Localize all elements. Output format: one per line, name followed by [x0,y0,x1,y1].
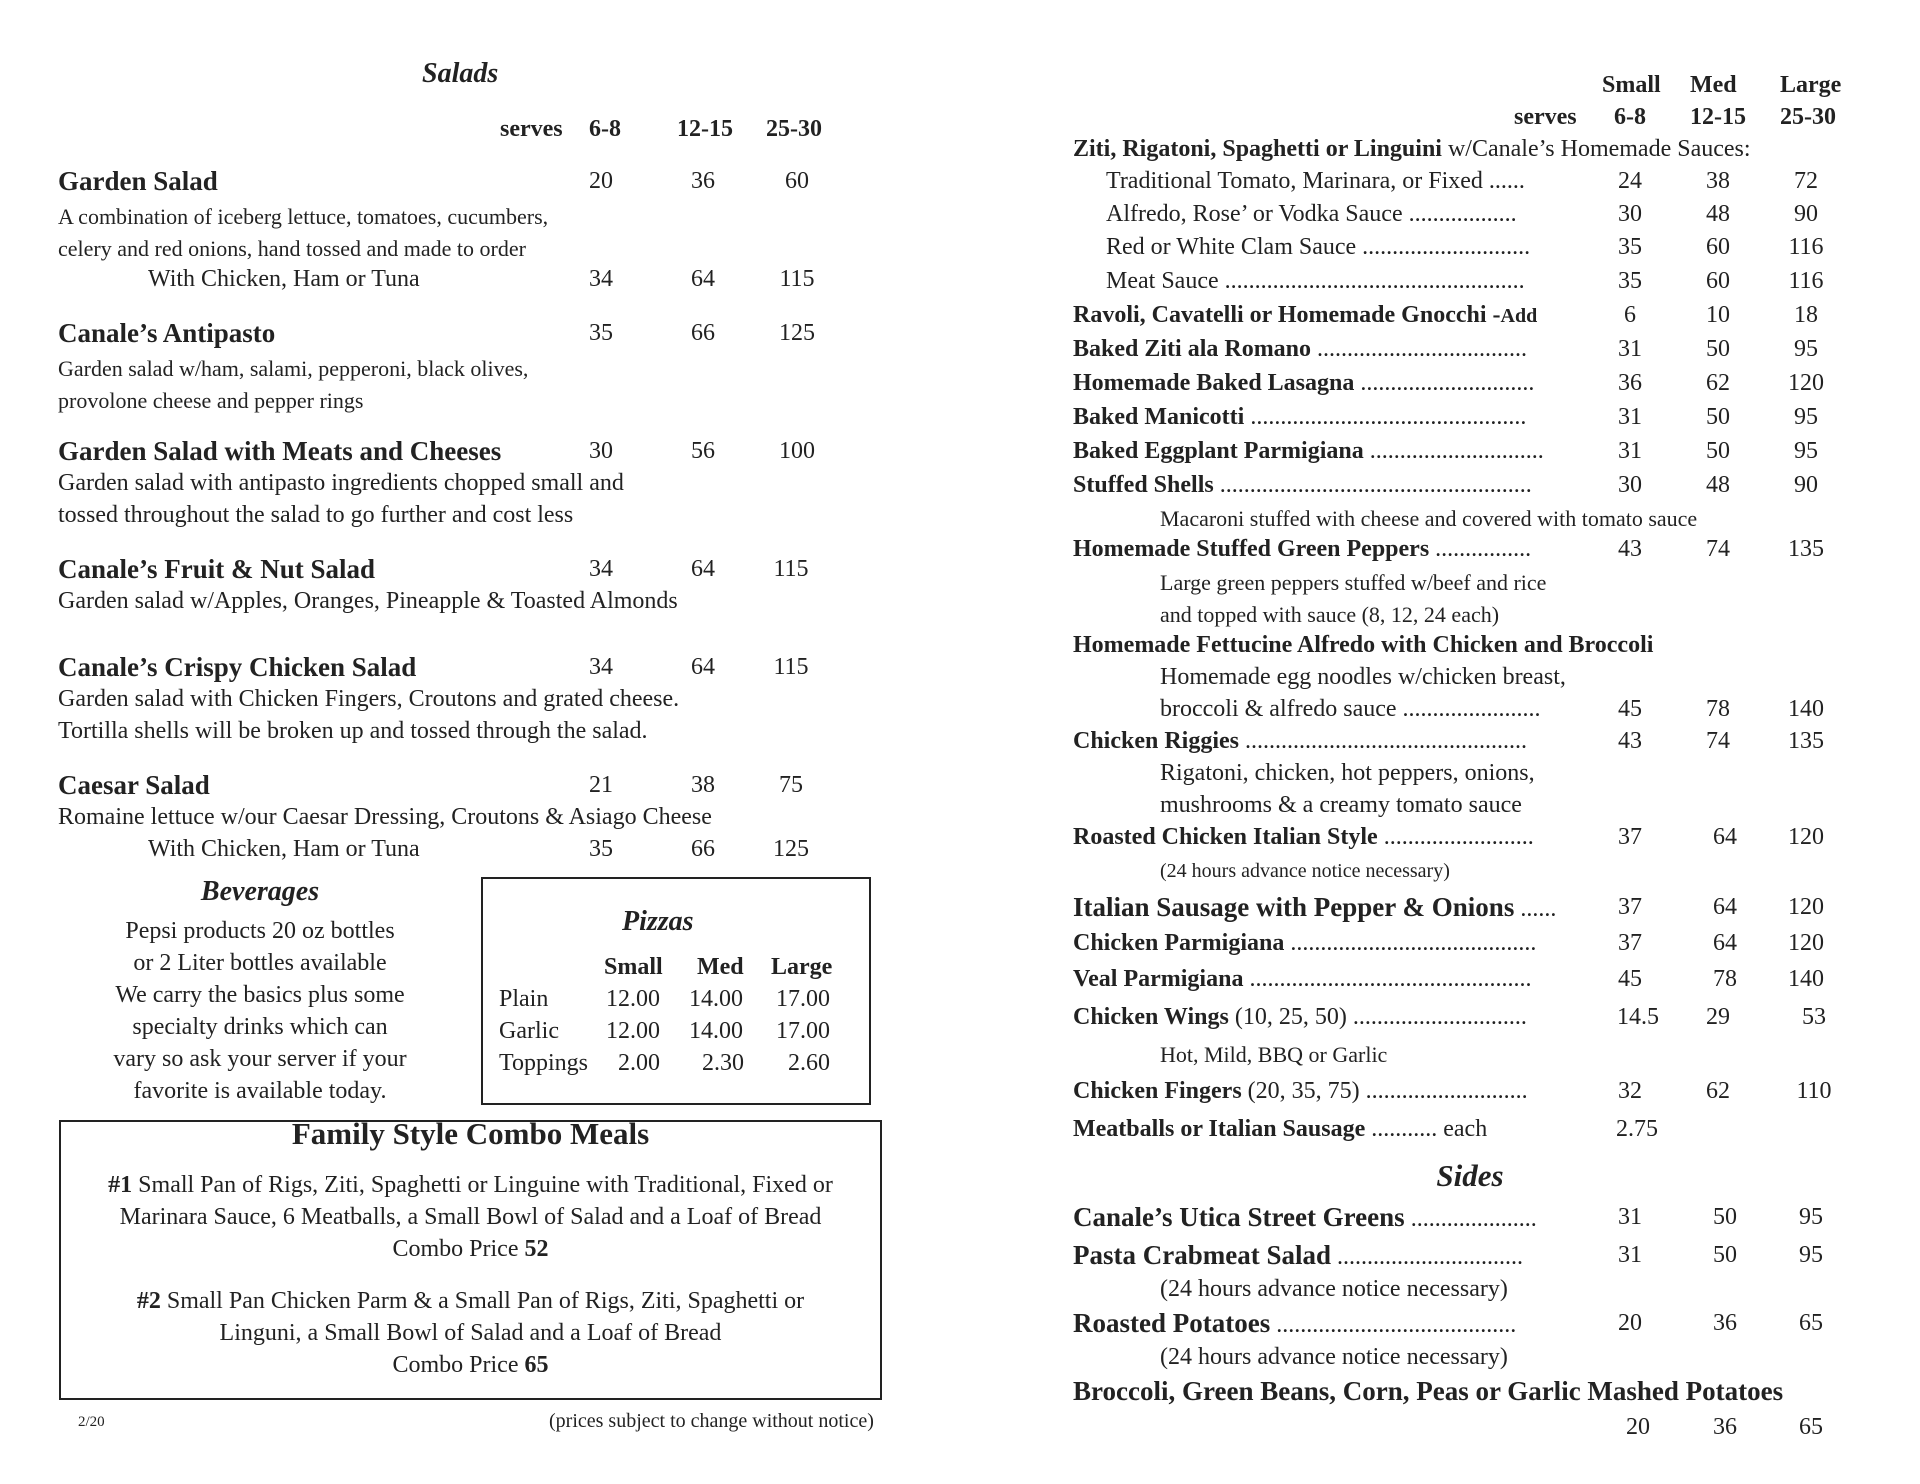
footer-note: (prices subject to change without notice) [549,1410,874,1432]
price-small: 35 [1618,268,1642,294]
price-med: 50 [1706,404,1730,430]
price-med: 50 [1706,336,1730,362]
price-large: 116 [1788,268,1824,294]
price-large: 140 [1788,696,1824,722]
entree-line: Chicken Parmigiana ......................................... [1073,930,1537,956]
price-small: 21 [589,772,613,798]
entree-line: Veal Parmigiana ............................................... [1073,966,1532,992]
price-small: 34 [589,556,613,582]
price-med: 62 [1706,370,1730,396]
price-small: 34 [589,266,613,292]
price-large: 90 [1794,201,1818,227]
footer-date: 2/20 [78,1414,105,1430]
price-small: 31 [1618,438,1642,464]
price-med: 62 [1706,1078,1730,1104]
pizza-col-med: Med [697,954,744,980]
price-small: 45 [1618,966,1642,992]
price-med: 64 [691,266,715,292]
advance-note: (24 hours advance notice necessary) [1160,860,1450,882]
price-small: 36 [1618,370,1642,396]
combo-2-line: Linguni, a Small Bowl of Salad and a Loaf of Bread [219,1320,722,1346]
salad-desc: Garden salad w/Apples, Oranges, Pineapple & Toasted Almonds [58,588,678,614]
salad-desc: A combination of iceberg lettuce, tomatoes, cucumbers, [58,204,549,229]
price-med: 50 [1706,438,1730,464]
price-small: 37 [1618,930,1642,956]
pizza-price: 12.00 [606,1018,660,1044]
price-small: 35 [589,836,613,862]
entree-desc: Rigatoni, chicken, hot peppers, onions, [1160,760,1535,786]
pizza-price: 17.00 [776,986,830,1012]
beverages-line: or 2 Liter bottles available [133,950,387,976]
salad-desc: tossed throughout the salad to go further and cost less [58,502,574,528]
entree-line: Stuffed Shells .................................................... [1073,472,1532,498]
pizza-price: 2.60 [788,1050,830,1076]
pizza-price: 2.00 [618,1050,660,1076]
price-med: 10 [1706,302,1730,328]
pizza-price: 12.00 [606,986,660,1012]
sides-title: Sides [1436,1158,1504,1193]
size-large: Large [1780,72,1842,98]
sauce-label: Meat Sauce .................................................. [1106,268,1525,294]
combo-2-price: Combo Price 65 [392,1352,549,1378]
price-med: 74 [1706,728,1730,754]
price-large: 18 [1794,302,1818,328]
salad-name: Canale’s Antipasto [58,318,276,348]
price-med: 78 [1706,696,1730,722]
price-large: 125 [773,836,809,862]
price-small: 35 [589,320,613,346]
entree-line: Homemade Stuffed Green Peppers ................ [1073,536,1532,562]
price-large: 100 [779,438,815,464]
price-med: 64 [1713,824,1737,850]
salad-desc: Garden salad w/ham, salami, pepperoni, black olives, [58,356,529,381]
entree-desc: mushrooms & a creamy tomato sauce [1160,792,1522,818]
pizza-row-label: Plain [499,986,549,1012]
price-each: 2.75 [1616,1116,1658,1142]
entree-line: Chicken Wings (10, 25, 50) ............................. [1073,1004,1527,1030]
price-small: 43 [1618,728,1642,754]
price-small: 20 [589,168,613,194]
entree-line: Italian Sausage with Pepper & Onions ...... [1073,892,1557,922]
salad-name: Canale’s Crispy Chicken Salad [58,652,417,682]
price-med: 60 [1706,268,1730,294]
pizza-price: 2.30 [702,1050,744,1076]
price-small: 31 [1618,336,1642,362]
salad-desc: Tortilla shells will be broken up and tossed through the salad. [58,718,648,744]
price-med: 64 [1713,894,1737,920]
price-large: 120 [1788,930,1824,956]
entree-name: Homemade Fettucine Alfredo with Chicken and Broccoli [1073,632,1654,658]
pizzas-title: Pizzas [622,906,694,937]
price-small: 37 [1618,824,1642,850]
price-large: 115 [773,556,809,582]
price-large: 116 [1788,234,1824,260]
price-small: 35 [1618,234,1642,260]
side-line: Roasted Potatoes ........................................ [1073,1308,1517,1338]
beverages-line: We carry the basics plus some [115,982,405,1008]
price-small: 30 [589,438,613,464]
pizza-price: 14.00 [689,986,743,1012]
price-large: 95 [1794,438,1818,464]
price-small: 30 [1618,201,1642,227]
entree-desc: Hot, Mild, BBQ or Garlic [1160,1042,1388,1067]
price-large: 72 [1794,168,1818,194]
serves-col-1: 6-8 [1614,104,1646,130]
combo-2-number: #2 [136,1288,161,1314]
price-med: 78 [1713,966,1737,992]
pizza-price: 14.00 [689,1018,743,1044]
entree-desc: Homemade egg noodles w/chicken breast, [1160,664,1566,690]
price-med: 36 [1713,1414,1737,1440]
price-large: 65 [1799,1310,1823,1336]
size-small: Small [1602,72,1661,98]
pizza-row-label: Toppings [499,1050,588,1076]
price-med: 48 [1706,472,1730,498]
price-small: 34 [589,654,613,680]
serves-col-2: 12-15 [1690,104,1746,130]
serves-col-3: 25-30 [766,116,822,142]
price-med: 66 [691,320,715,346]
pizza-price: 17.00 [776,1018,830,1044]
serves-col-1: 6-8 [589,116,621,142]
price-med: 56 [691,438,715,464]
pizza-col-small: Small [604,954,663,980]
serves-col-3: 25-30 [1780,104,1836,130]
combo-1-line: Marinara Sauce, 6 Meatballs, a Small Bowl of Salad and a Loaf of Bread [119,1204,822,1230]
entree-line: Meatballs or Italian Sausage ........... each [1073,1116,1488,1142]
price-large: 95 [1799,1242,1823,1268]
entree-desc: Large green peppers stuffed w/beef and rice [1160,570,1547,595]
beverages-line: specialty drinks which can [132,1014,388,1040]
price-large: 90 [1794,472,1818,498]
entree-line: Roasted Chicken Italian Style ......................... [1073,824,1534,850]
price-large: 115 [779,266,815,292]
price-med: 38 [691,772,715,798]
price-med: 64 [1713,930,1737,956]
serves-label: serves [500,116,563,142]
combo-2-line: #2 Small Pan Chicken Parm & a Small Pan of Rigs, Ziti, Spaghetti or [136,1288,805,1314]
price-large: 110 [1796,1078,1832,1104]
price-med: 64 [691,556,715,582]
advance-note: (24 hours advance notice necessary) [1160,1276,1508,1302]
serves-col-2: 12-15 [677,116,733,142]
salad-addon: With Chicken, Ham or Tuna [148,266,420,292]
price-small: 14.5 [1617,1004,1659,1030]
sauce-label: Red or White Clam Sauce ............................ [1106,234,1531,260]
sauce-label: Alfredo, Rose’ or Vodka Sauce .................. [1106,201,1517,227]
salads-title: Salads [422,58,499,89]
salad-name: Garden Salad [58,166,218,196]
price-large: 120 [1788,370,1824,396]
size-med: Med [1690,72,1737,98]
salad-name: Caesar Salad [58,770,210,800]
price-small: 31 [1618,1242,1642,1268]
salad-addon: With Chicken, Ham or Tuna [148,836,420,862]
price-small: 37 [1618,894,1642,920]
side-veg: Broccoli, Green Beans, Corn, Peas or Garlic Mashed Potatoes [1073,1376,1784,1406]
price-med: 64 [691,654,715,680]
pizza-col-large: Large [771,954,833,980]
pizza-row-label: Garlic [499,1018,559,1044]
combo-title: Family Style Combo Meals [291,1116,650,1151]
price-large: 53 [1802,1004,1826,1030]
beverages-line: favorite is available today. [133,1078,387,1104]
combo-1-number: #1 [108,1172,133,1198]
price-large: 75 [779,772,803,798]
price-large: 140 [1788,966,1824,992]
salad-desc: Garden salad with antipasto ingredients chopped small and [58,470,624,496]
entree-line: Homemade Baked Lasagna ............................. [1073,370,1535,396]
price-small: 6 [1624,302,1636,328]
beverages-title: Beverages [200,876,320,907]
price-med: 36 [691,168,715,194]
entree-desc: and topped with sauce (8, 12, 24 each) [1160,602,1500,627]
side-line: Pasta Crabmeat Salad ............................... [1073,1240,1523,1270]
price-small: 20 [1618,1310,1642,1336]
beverages-line: vary so ask your server if your [113,1046,407,1072]
price-large: 120 [1788,894,1824,920]
price-small: 30 [1618,472,1642,498]
salad-desc: celery and red onions, hand tossed and made to order [58,236,526,261]
price-large: 95 [1799,1204,1823,1230]
price-large: 115 [773,654,809,680]
entree-name: Ravoli, Cavatelli or Homemade Gnocchi -Add [1073,302,1538,328]
price-med: 74 [1706,536,1730,562]
entree-line: Chicken Fingers (20, 35, 75) ........................... [1073,1078,1528,1104]
entree-line: Baked Manicotti .............................................. [1073,404,1527,430]
price-small: 32 [1618,1078,1642,1104]
price-med: 60 [1706,234,1730,260]
entree-line: Baked Ziti ala Romano ................................... [1073,336,1528,362]
price-small: 20 [1626,1414,1650,1440]
price-med: 50 [1713,1242,1737,1268]
price-med: 38 [1706,168,1730,194]
salad-desc: provolone cheese and pepper rings [58,388,364,413]
price-large: 135 [1788,536,1824,562]
price-large: 60 [785,168,809,194]
salad-name: Canale’s Fruit & Nut Salad [58,554,376,584]
sauce-label: Traditional Tomato, Marinara, or Fixed ...... [1106,168,1525,194]
price-med: 36 [1713,1310,1737,1336]
price-large: 95 [1794,404,1818,430]
price-med: 29 [1706,1004,1730,1030]
price-large: 65 [1799,1414,1823,1440]
price-large: 125 [779,320,815,346]
price-large: 135 [1788,728,1824,754]
price-small: 31 [1618,404,1642,430]
combo-1-line: #1 Small Pan of Rigs, Ziti, Spaghetti or Linguine with Traditional, Fixed or [108,1172,833,1198]
pasta-heading: Ziti, Rigatoni, Spaghetti or Linguini w/Canale’s Homemade Sauces: [1073,136,1751,162]
combo-1-price: Combo Price 52 [392,1236,549,1262]
price-large: 95 [1794,336,1818,362]
price-med: 66 [691,836,715,862]
entree-desc: Macaroni stuffed with cheese and covered with tomato sauce [1160,506,1698,531]
entree-line: Baked Eggplant Parmigiana ............................. [1073,438,1544,464]
salad-desc: Garden salad with Chicken Fingers, Croutons and grated cheese. [58,686,680,712]
price-small: 45 [1618,696,1642,722]
side-line: Canale’s Utica Street Greens ..................... [1073,1202,1537,1232]
entree-desc: broccoli & alfredo sauce ....................... [1160,696,1541,722]
entree-line: Chicken Riggies ............................................... [1073,728,1528,754]
price-med: 50 [1713,1204,1737,1230]
price-med: 48 [1706,201,1730,227]
advance-note: (24 hours advance notice necessary) [1160,1344,1508,1370]
salad-desc: Romaine lettuce w/our Caesar Dressing, Croutons & Asiago Cheese [58,804,712,830]
price-small: 24 [1618,168,1642,194]
price-large: 120 [1788,824,1824,850]
salad-name: Garden Salad with Meats and Cheeses [58,436,502,466]
price-small: 31 [1618,1204,1642,1230]
beverages-line: Pepsi products 20 oz bottles [125,918,395,944]
serves-label: serves [1514,104,1577,130]
price-small: 43 [1618,536,1642,562]
